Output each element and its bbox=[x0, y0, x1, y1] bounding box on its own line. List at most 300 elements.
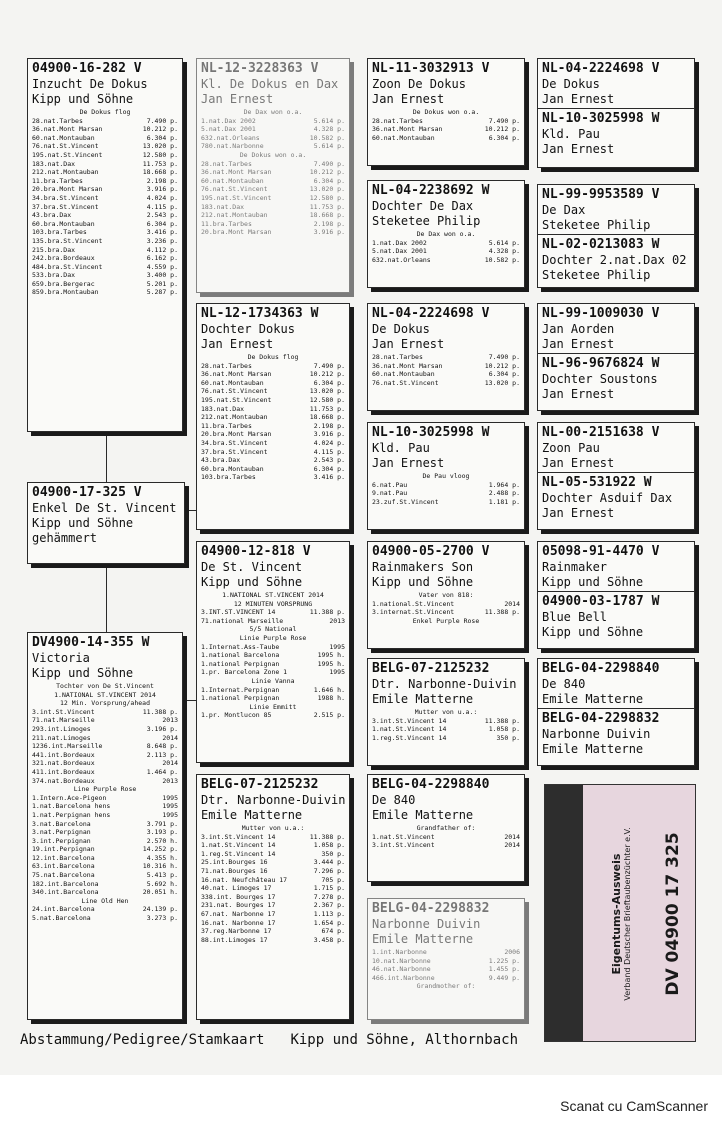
pigeon-info-line: Emile Matterne bbox=[201, 808, 303, 822]
result-row bbox=[201, 608, 345, 617]
pedigree-card bbox=[27, 58, 183, 432]
result-row bbox=[372, 125, 520, 134]
result-race: 12.int.Barcelona bbox=[32, 853, 95, 862]
certificate-ring-number: DV 04900 17 325 bbox=[663, 832, 683, 996]
result-race: 183.nat.Dax bbox=[201, 202, 245, 211]
results-list bbox=[368, 706, 524, 742]
result-row bbox=[32, 263, 178, 272]
result-race: 75.nat.Barcelona bbox=[32, 871, 95, 880]
ring-number: NL-12-1734363 W bbox=[201, 306, 319, 321]
result-value: 2013 bbox=[329, 616, 345, 625]
ring-number: 05098-91-4470 V bbox=[542, 544, 660, 559]
result-value: 18.668 p. bbox=[309, 413, 345, 422]
result-race: 211.nat.Limoges bbox=[32, 733, 91, 742]
result-race: 11.bra.Tarbes bbox=[201, 219, 252, 228]
pigeon-info-line: Jan Ernest bbox=[542, 337, 615, 351]
result-row bbox=[32, 802, 178, 811]
results-note: Vater von 818: bbox=[418, 591, 474, 599]
ring-number: BELG-04-2298832 bbox=[542, 711, 660, 726]
result-value: 3.916 p. bbox=[313, 430, 345, 439]
footer-title: Abstammung/Pedigree/Stamkaart bbox=[20, 1032, 265, 1048]
pigeon-info-line: Jan Aorden bbox=[542, 322, 615, 336]
result-race: 242.bra.Bordeaux bbox=[32, 254, 95, 263]
result-row bbox=[372, 239, 520, 248]
result-row bbox=[32, 237, 178, 246]
result-value: 11.753 p. bbox=[142, 159, 178, 168]
result-row bbox=[201, 362, 345, 371]
result-row bbox=[201, 211, 345, 220]
result-row bbox=[201, 456, 345, 465]
results-note: Enkel Purple Rose bbox=[412, 616, 480, 625]
pigeon-info-line: Kipp und Söhne bbox=[542, 625, 644, 639]
result-value: 7.490 p. bbox=[488, 353, 520, 361]
pigeon-info-line: gehämmert bbox=[32, 531, 98, 545]
ownership-certificate bbox=[544, 784, 696, 1042]
result-row bbox=[201, 465, 345, 474]
result-row bbox=[32, 280, 178, 289]
pigeon-info-line: Jan Ernest bbox=[542, 92, 615, 106]
ring-number: NL-12-3228363 V bbox=[201, 61, 319, 76]
result-row bbox=[32, 734, 178, 743]
result-race: 60.bra.Montauban bbox=[32, 219, 95, 228]
result-race: 659.bra.Bergerac bbox=[32, 279, 95, 288]
result-race: 60.bra.Montauban bbox=[201, 464, 264, 473]
result-value: 3.236 p. bbox=[146, 236, 178, 245]
result-race: 16.nat. Neufchâteau 17 bbox=[201, 875, 288, 884]
pigeon-info-line: Steketee Philip bbox=[542, 218, 651, 232]
result-race: 60.nat.Montauban bbox=[372, 133, 435, 142]
result-race: 632.nat.Orleans bbox=[201, 133, 260, 142]
pigeon-info-line: Kl. De Dokus en Dax bbox=[201, 77, 339, 91]
pedigree-card bbox=[367, 774, 525, 882]
pigeon-info-line: Rainmakers Son bbox=[372, 560, 474, 574]
result-value: 6.304 p. bbox=[146, 133, 178, 142]
result-race: 859.bra.Montauban bbox=[32, 288, 99, 297]
result-value: 8.648 p. bbox=[146, 742, 178, 751]
result-race: 195.nat.St.Vincent bbox=[32, 150, 103, 159]
results-list bbox=[368, 946, 524, 991]
result-race: 484.bra.St.Vincent bbox=[32, 262, 103, 271]
result-row bbox=[201, 686, 345, 695]
result-race: 1.national Perpignan bbox=[201, 694, 280, 703]
result-race: 1.pr. Barcelona Zone 1 bbox=[201, 668, 288, 677]
result-value: 1.058 p. bbox=[488, 725, 520, 734]
result-value: 4.024 p. bbox=[313, 438, 345, 447]
result-value: 10.212 p. bbox=[484, 125, 520, 134]
result-race: 60.nat.Montauban bbox=[201, 176, 264, 185]
result-value: 10.212 p. bbox=[142, 125, 178, 134]
result-race: 780.nat.Narbonne bbox=[201, 142, 264, 151]
result-race: 183.nat.Dax bbox=[201, 404, 245, 413]
result-race: 36.nat.Mont Marsan bbox=[201, 168, 272, 177]
result-race: 411.int.Bordeaux bbox=[32, 767, 95, 776]
result-value: 4.355 h. bbox=[146, 853, 178, 862]
result-value: 11.388 p. bbox=[309, 608, 345, 617]
result-race: 36.nat.Mont Marsan bbox=[372, 125, 443, 134]
result-row bbox=[201, 850, 345, 859]
pedigree-card bbox=[27, 482, 185, 564]
results-note: Linie Vanna bbox=[251, 676, 295, 685]
results-list bbox=[28, 680, 182, 923]
result-value: 10.212 p. bbox=[309, 168, 345, 177]
result-row bbox=[201, 117, 345, 126]
result-value: 11.388 p. bbox=[484, 716, 520, 725]
result-value: 2.515 p. bbox=[313, 711, 345, 720]
result-race: 36.nat.Mont Marsan bbox=[201, 370, 272, 379]
result-row bbox=[372, 247, 520, 256]
result-race: 10.nat.Narbonne bbox=[372, 956, 431, 965]
result-value: 12.580 p. bbox=[309, 395, 345, 404]
ring-number: NL-04-2238692 W bbox=[372, 183, 490, 198]
result-race: 103.bra.Tarbes bbox=[32, 228, 87, 237]
result-row bbox=[32, 914, 178, 923]
pigeon-info-line: De St. Vincent bbox=[201, 560, 303, 574]
result-race: 76.nat.St.Vincent bbox=[201, 185, 268, 194]
result-race: 76.nat.St.Vincent bbox=[201, 387, 268, 396]
pigeon-info-line: Kipp und Söhne bbox=[32, 516, 134, 530]
result-row bbox=[32, 194, 178, 203]
result-race: 1.national Perpignan bbox=[201, 659, 280, 668]
result-race: 1.reg.St.Vincent 14 bbox=[201, 849, 276, 858]
result-row bbox=[372, 841, 520, 850]
result-row bbox=[32, 134, 178, 143]
result-value: 4.328 p. bbox=[313, 125, 345, 134]
result-race: 36.nat.Mont Marsan bbox=[372, 361, 443, 370]
result-row bbox=[32, 862, 178, 871]
ring-number: NL-10-3025998 W bbox=[372, 425, 490, 440]
pigeon-info-line: Dochter Dokus bbox=[201, 322, 295, 336]
pigeon-info-line: Jan Ernest bbox=[372, 337, 445, 351]
result-row bbox=[32, 725, 178, 734]
result-row bbox=[201, 379, 345, 388]
result-row bbox=[201, 694, 345, 703]
result-value: 3.400 p. bbox=[146, 271, 178, 280]
pigeon-info-line: Dochter 2.nat.Dax 02 bbox=[542, 253, 687, 267]
pedigree-card bbox=[367, 303, 525, 411]
result-race: 19.int.Perpignan bbox=[32, 845, 95, 854]
result-race: 533.bra.Dax bbox=[32, 271, 76, 280]
result-value: 13.020 p. bbox=[309, 185, 345, 194]
results-list bbox=[368, 351, 524, 387]
result-value: 3.196 p. bbox=[146, 724, 178, 733]
result-row bbox=[201, 617, 345, 626]
result-race: 338.int. Bourges 17 bbox=[201, 892, 276, 901]
result-row bbox=[201, 185, 345, 194]
result-value: 13.020 p. bbox=[484, 378, 520, 387]
results-list bbox=[197, 351, 349, 482]
ring-number: NL-99-1009030 V bbox=[542, 306, 660, 321]
ring-number: NL-02-0213083 W bbox=[542, 237, 660, 252]
pedigree-card bbox=[537, 184, 695, 288]
result-race: 28.nat.Tarbes bbox=[201, 159, 252, 168]
result-race: 60.nat.Montauban bbox=[372, 370, 435, 379]
results-note: Linie Purple Rose bbox=[239, 633, 307, 642]
pedigree-card bbox=[196, 303, 350, 530]
result-race: 182.int.Barcelona bbox=[32, 879, 99, 888]
result-race: 60.nat.Montauban bbox=[32, 133, 95, 142]
result-value: 11.753 p. bbox=[309, 404, 345, 413]
result-value: 1.113 p. bbox=[313, 909, 345, 918]
result-row bbox=[372, 362, 520, 371]
result-row bbox=[201, 142, 345, 151]
pigeon-info-line: Kld. Pau bbox=[372, 441, 430, 455]
pigeon-info-line: De 840 bbox=[372, 793, 416, 807]
connector-line bbox=[106, 563, 107, 633]
result-value: 5.413 p. bbox=[146, 871, 178, 880]
pedigree-card bbox=[367, 422, 525, 530]
result-race: 3.INT.ST.VINCENT 14 bbox=[201, 608, 276, 617]
result-row bbox=[372, 965, 520, 974]
results-list bbox=[197, 589, 349, 720]
result-row bbox=[372, 489, 520, 498]
pedigree-card bbox=[537, 422, 695, 530]
result-row bbox=[201, 927, 345, 936]
result-value: 1995 bbox=[162, 802, 178, 811]
result-value: 1.181 p. bbox=[488, 497, 520, 506]
pedigree-card bbox=[537, 541, 695, 649]
result-value: 3.416 p. bbox=[146, 228, 178, 237]
result-row bbox=[372, 353, 520, 362]
result-race: 5.nat.Dax 2001 bbox=[372, 247, 427, 256]
footer-breeder: Kipp und Söhne, Althornbach bbox=[290, 1032, 519, 1048]
result-value: 1.058 p. bbox=[313, 841, 345, 850]
result-row bbox=[201, 168, 345, 177]
result-race: 71.nat.Marseille bbox=[32, 716, 95, 725]
result-race: 5.nat.Barcelona bbox=[32, 914, 91, 923]
result-value: 1995 h. bbox=[317, 651, 345, 660]
result-row bbox=[32, 837, 178, 846]
result-value: 13.020 p. bbox=[309, 387, 345, 396]
result-row bbox=[201, 919, 345, 928]
result-value: 2.543 p. bbox=[146, 211, 178, 220]
results-list bbox=[368, 106, 524, 142]
result-row bbox=[32, 811, 178, 820]
pigeon-info-line: De Dokus bbox=[542, 77, 600, 91]
pigeon-info-line: Kipp und Söhne bbox=[32, 92, 134, 106]
result-race: 212.nat.Montauban bbox=[32, 168, 99, 177]
result-value: 4.328 p. bbox=[488, 247, 520, 256]
ring-number: NL-04-2224698 V bbox=[372, 306, 490, 321]
result-value: 1995 h. bbox=[317, 659, 345, 668]
pedigree-card bbox=[367, 541, 525, 649]
ring-number: BELG-07-2125232 bbox=[201, 777, 319, 792]
result-row bbox=[201, 651, 345, 660]
pigeon-info-line: Kld. Pau bbox=[542, 127, 600, 141]
result-race: 3.int.St.Vincent bbox=[372, 841, 435, 850]
result-value: 7.278 p. bbox=[313, 892, 345, 901]
results-note: 5/5 National bbox=[249, 625, 297, 634]
result-value: 2006 bbox=[504, 948, 520, 956]
result-row bbox=[201, 413, 345, 422]
result-race: 231.nat. Bourges 17 bbox=[201, 901, 276, 910]
results-note: 1.NATIONAL ST.VINCENT 2014 bbox=[54, 690, 156, 699]
pigeon-info-line: Kipp und Söhne bbox=[372, 575, 474, 589]
certificate-heading: Eigentums-Ausweis bbox=[610, 853, 623, 975]
result-value: 4.115 p. bbox=[313, 447, 345, 456]
result-race: 1.national.St.Vincent bbox=[372, 599, 455, 608]
result-row bbox=[201, 228, 345, 237]
results-note: Grandfather of: bbox=[416, 824, 476, 832]
ring-number: DV4900-14-355 W bbox=[32, 635, 150, 650]
pigeon-info-line: Narbonne Duivin bbox=[372, 917, 481, 931]
result-value: 3.193 p. bbox=[146, 828, 178, 837]
pigeon-info-line: De Dax bbox=[542, 203, 586, 217]
result-row bbox=[32, 185, 178, 194]
result-race: 40.nat. Limoges 17 bbox=[201, 884, 272, 893]
pedigree-card bbox=[27, 632, 183, 1020]
result-value: 10.212 p. bbox=[484, 361, 520, 370]
result-value: 674 p. bbox=[321, 927, 345, 936]
pigeon-info-line: Jan Ernest bbox=[372, 92, 445, 106]
result-value: 4.559 p. bbox=[146, 262, 178, 271]
result-row bbox=[201, 448, 345, 457]
result-row bbox=[32, 228, 178, 237]
result-row bbox=[201, 936, 345, 945]
result-race: 28.nat.Tarbes bbox=[372, 116, 423, 125]
result-row bbox=[201, 876, 345, 885]
connector-line bbox=[186, 510, 196, 511]
results-list bbox=[28, 106, 182, 297]
pigeon-info-line: Kipp und Söhne bbox=[32, 666, 134, 680]
result-value: 11.388 p. bbox=[484, 608, 520, 617]
result-value: 5.287 p. bbox=[146, 288, 178, 297]
result-value: 1.646 h. bbox=[313, 685, 345, 694]
result-row bbox=[372, 608, 520, 617]
result-row bbox=[32, 794, 178, 803]
result-value: 3.916 p. bbox=[313, 228, 345, 237]
result-race: 1.Intern.Ace-Pigeon bbox=[32, 793, 107, 802]
result-value: 7.490 p. bbox=[313, 159, 345, 168]
results-note: Line Purple Rose bbox=[73, 785, 137, 794]
result-value: 3.444 p. bbox=[313, 858, 345, 867]
result-value: 2.113 p. bbox=[146, 750, 178, 759]
pigeon-info-line: Jan Ernest bbox=[542, 506, 615, 520]
results-list bbox=[197, 106, 349, 237]
result-row bbox=[372, 974, 520, 983]
result-value: 10.316 h. bbox=[142, 862, 178, 871]
result-race: 37.bra.St.Vincent bbox=[201, 447, 268, 456]
results-note: Linie Emmitt bbox=[249, 702, 297, 711]
result-value: 10.212 p. bbox=[309, 370, 345, 379]
result-race: 20.bra.Mont Marsan bbox=[201, 430, 272, 439]
results-note: De Pau vloog bbox=[422, 472, 470, 480]
result-row bbox=[372, 481, 520, 490]
result-row bbox=[372, 379, 520, 388]
result-value: 2.198 p. bbox=[146, 176, 178, 185]
result-race: 1.nat.Perpignan hens bbox=[32, 810, 111, 819]
result-race: 466.int.Narbonne bbox=[372, 973, 435, 982]
ring-number: NL-10-3025998 W bbox=[542, 111, 660, 126]
result-race: 1.Internat.Perpignan bbox=[201, 685, 280, 694]
result-row bbox=[372, 957, 520, 966]
result-race: 3.int.Perpignan bbox=[32, 836, 91, 845]
results-note: Grandmother of: bbox=[416, 982, 476, 991]
result-value: 2014 bbox=[504, 841, 520, 850]
results-note: De Dokus won o.a. bbox=[412, 108, 480, 116]
pigeon-info-line: Zoon De Dokus bbox=[372, 77, 466, 91]
result-value: 6.304 p. bbox=[146, 219, 178, 228]
result-race: 88.int.Limoges 17 bbox=[201, 935, 268, 944]
certificate-logo-strip bbox=[545, 785, 583, 1042]
result-value: 2014 bbox=[162, 733, 178, 742]
result-row bbox=[201, 396, 345, 405]
results-note: Mutter von u.a.: bbox=[414, 708, 478, 716]
result-race: 11.bra.Tarbes bbox=[32, 176, 83, 185]
pigeon-info-line: Jan Ernest bbox=[542, 456, 615, 470]
result-value: 3.916 p. bbox=[146, 185, 178, 194]
result-value: 1.654 p. bbox=[313, 918, 345, 927]
result-race: 340.int.Barcelona bbox=[32, 888, 99, 897]
result-value: 2014 bbox=[162, 759, 178, 768]
pigeon-info-line: Steketee Philip bbox=[372, 214, 481, 228]
result-race: 1.national Barcelona bbox=[201, 651, 280, 660]
results-list bbox=[368, 822, 524, 850]
result-row bbox=[372, 256, 520, 265]
result-row bbox=[32, 160, 178, 169]
result-value: 7.296 p. bbox=[313, 866, 345, 875]
pedigree-card bbox=[537, 303, 695, 411]
result-row bbox=[201, 841, 345, 850]
result-row bbox=[32, 905, 178, 914]
pigeon-info-line: Dtr. Narbonne-Duivin bbox=[201, 793, 346, 807]
pigeon-info-line: Jan Ernest bbox=[201, 92, 274, 106]
result-race: 28.nat.Tarbes bbox=[372, 353, 423, 361]
result-value: 14.252 p. bbox=[142, 845, 178, 854]
result-row bbox=[32, 117, 178, 126]
result-value: 9.449 p. bbox=[488, 973, 520, 982]
result-race: 1.Internat.Ass-Taube bbox=[201, 642, 280, 651]
result-race: 9.nat.Pau bbox=[372, 489, 408, 498]
ring-number: NL-96-9676824 W bbox=[542, 356, 660, 371]
result-row bbox=[32, 845, 178, 854]
result-race: 37.bra.St.Vincent bbox=[32, 202, 99, 211]
result-value: 1995 bbox=[329, 668, 345, 677]
result-row bbox=[32, 203, 178, 212]
result-row bbox=[372, 117, 520, 126]
result-row bbox=[32, 246, 178, 255]
result-race: 103.bra.Tarbes bbox=[201, 473, 256, 482]
pedigree-card bbox=[367, 58, 525, 166]
result-row bbox=[32, 768, 178, 777]
ring-number: BELG-07-2125232 bbox=[372, 661, 490, 676]
results-list bbox=[368, 228, 524, 264]
result-value: 2.488 p. bbox=[488, 489, 520, 498]
result-value: 5.201 p. bbox=[146, 279, 178, 288]
result-race: 3.nat.Barcelona bbox=[32, 819, 91, 828]
result-row bbox=[372, 948, 520, 957]
result-row bbox=[32, 177, 178, 186]
result-row bbox=[201, 711, 345, 720]
result-value: 6.304 p. bbox=[313, 378, 345, 387]
result-value: 350 p. bbox=[321, 849, 345, 858]
result-row bbox=[32, 151, 178, 160]
result-value: 7.490 p. bbox=[146, 116, 178, 125]
result-race: 441.int.Bordeaux bbox=[32, 750, 95, 759]
ring-number: BELG-04-2298840 bbox=[542, 661, 660, 676]
result-row bbox=[32, 125, 178, 134]
result-row bbox=[201, 439, 345, 448]
result-row bbox=[32, 708, 178, 717]
result-value: 3.273 p. bbox=[146, 914, 178, 923]
results-note: Line Old Hen bbox=[81, 896, 129, 905]
results-note: De Dokus won o.a. bbox=[239, 150, 307, 159]
ring-number: NL-00-2151638 V bbox=[542, 425, 660, 440]
result-row bbox=[201, 473, 345, 482]
results-note: Tochter von De St.Vincent bbox=[56, 682, 154, 690]
result-race: 1.pr. Montlucon 85 bbox=[201, 711, 272, 720]
pedigree-card bbox=[367, 898, 525, 1020]
result-value: 705 p. bbox=[321, 875, 345, 884]
